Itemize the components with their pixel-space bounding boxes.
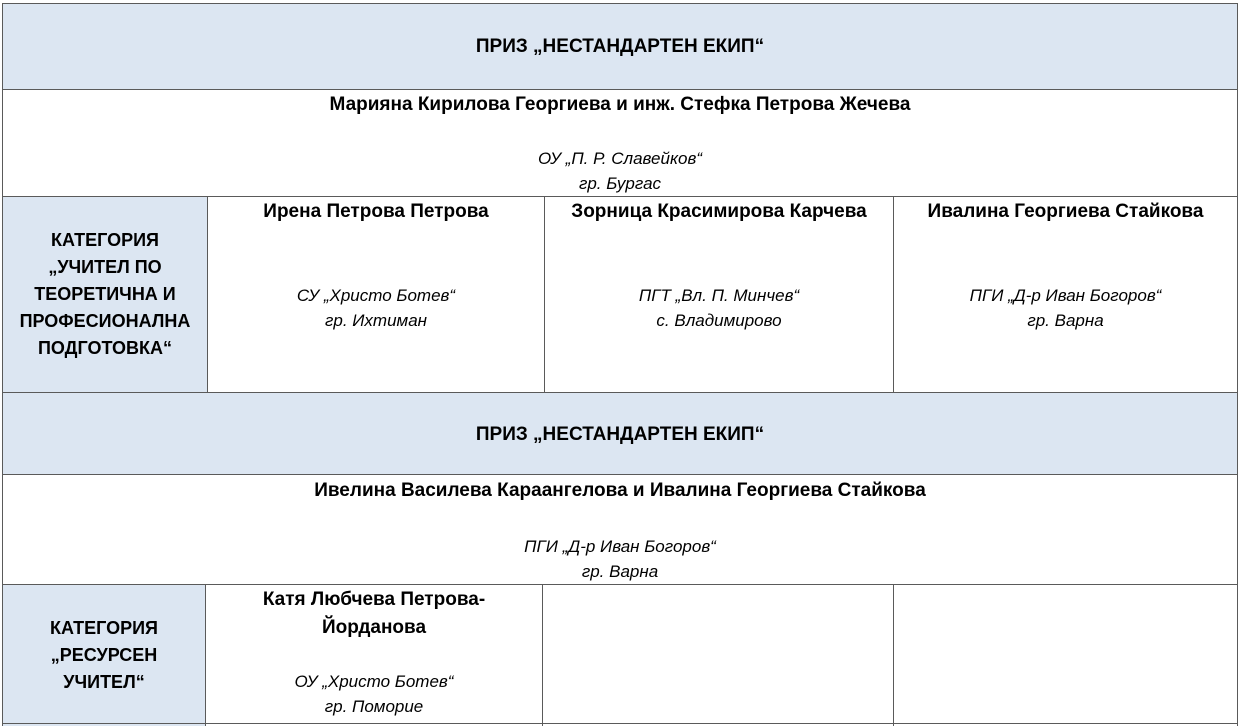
category-line: „РЕСУРСЕН	[50, 645, 158, 665]
winner-city: гр. Ихтиман	[324, 311, 428, 330]
category-line: „УЧИТЕЛ ПО	[48, 257, 162, 277]
category-label	[3, 197, 207, 392]
team-names: Марияна Кирилова Георгиева и инж. Стефка Петрова Жечева	[329, 94, 911, 115]
team-row	[2, 89, 1238, 196]
empty-cell	[893, 585, 1237, 726]
winner-school: ОУ „Христо Ботев“	[294, 672, 454, 691]
category-label	[3, 585, 205, 726]
winner-school: ПГИ „Д-р Иван Богоров“	[969, 286, 1162, 305]
winner-school: ПГТ „Вл. П. Минчев“	[638, 286, 800, 305]
winner-cell	[544, 197, 893, 392]
team-school: ОУ „П. Р. Славейков“	[538, 149, 702, 168]
winner-cell	[207, 197, 544, 392]
category-line: ТЕОРЕТИЧНА И	[34, 284, 176, 304]
awards-table	[2, 3, 1238, 726]
winner-city: гр. Варна	[1027, 311, 1104, 330]
table-bottom-border	[2, 723, 1238, 724]
category-line: КАТЕГОРИЯ	[51, 230, 159, 250]
prize-header-row	[2, 392, 1238, 474]
winner-cell	[893, 197, 1237, 392]
team-row	[2, 474, 1238, 584]
category-row	[2, 196, 1238, 392]
team-names: Ивелина Василева Караангелова и Ивалина Георгиева Стайкова	[314, 480, 926, 501]
winner-cell	[205, 585, 542, 726]
category-line: УЧИТЕЛ“	[63, 672, 145, 692]
winner-school: СУ „Христо Ботев“	[296, 286, 456, 305]
category-line: КАТЕГОРИЯ	[50, 618, 158, 638]
category-line: ПРОФЕСИОНАЛНА	[19, 311, 191, 331]
empty-cell	[542, 585, 893, 726]
team-city: гр. Варна	[581, 562, 659, 581]
category-line: ПОДГОТОВКА“	[37, 338, 172, 358]
winner-city: гр. Поморие	[324, 697, 424, 716]
prize-header-row	[2, 3, 1238, 89]
winner-name: Катя Любчева Петрова-	[262, 589, 486, 610]
winner-name: Ивалина Георгиева Стайкова	[927, 201, 1204, 222]
team-city: гр. Бургас	[578, 174, 662, 193]
winner-name: Ирена Петрова Петрова	[263, 201, 489, 222]
team-school: ПГИ „Д-р Иван Богоров“	[524, 537, 716, 556]
prize-title: ПРИЗ „НЕСТАНДАРТЕН ЕКИП“	[475, 424, 765, 445]
category-row	[2, 584, 1238, 726]
winner-name: Зорница Красимирова Карчева	[571, 201, 867, 222]
winner-city: с. Владимирово	[656, 311, 782, 330]
prize-title: ПРИЗ „НЕСТАНДАРТЕН ЕКИП“	[475, 36, 765, 57]
winner-name: Йорданова	[321, 617, 427, 638]
